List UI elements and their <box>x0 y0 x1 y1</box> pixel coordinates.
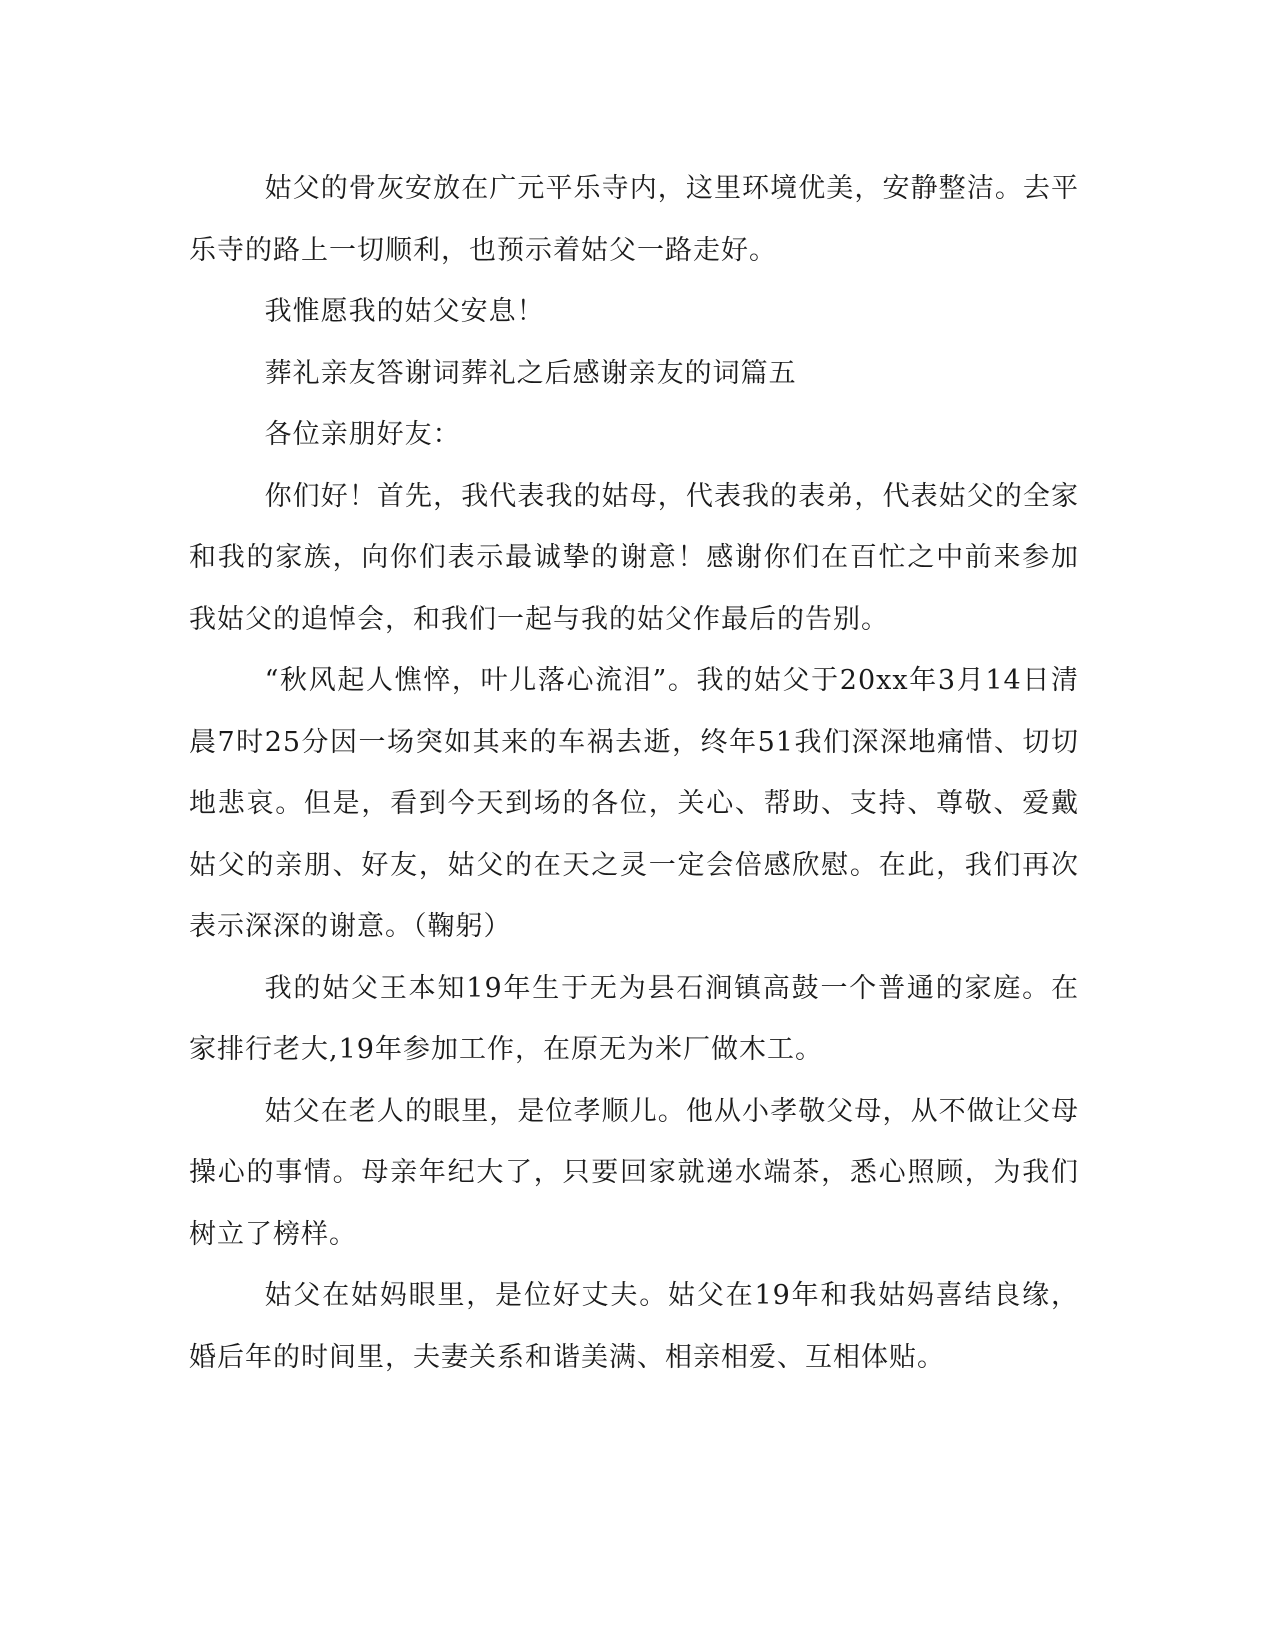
paragraph-good-husband: 姑父在姑妈眼里，是位好丈夫。姑父在19年和我姑妈喜结良缘，婚后年的时间里，夫妻关系和谐美满、相亲相爱、互相体贴。 <box>189 1280 1079 1373</box>
salutation: 各位亲朋好友： <box>264 419 461 450</box>
paragraph-rest-in-peace: 我惟愿我的姑父安息！ <box>264 296 545 327</box>
document-body <box>189 158 1079 1388</box>
paragraph-mourning: “秋风起人憔悴，叶儿落心流泪”。我的姑父于20xx年3月14日清晨7时25分因一场突如其来的车祸去逝，终年51我们深深地痛惜、切切地悲哀。但是，看到今天到场的各位，关心、帮助、支持、尊敬、爱戴姑父的亲朋、好友，姑父的在天之灵一定会倍感欣慰。在此，我们再次表示深深的谢意。（鞠躬） <box>189 665 1079 942</box>
paragraph-biography: 我的姑父王本知19年生于无为县石涧镇高鼓一个普通的家庭。在家排行老大,19年参加工作，在原无为米厂做木工。 <box>189 972 1079 1065</box>
paragraph-thanks: 你们好！首先，我代表我的姑母，代表我的表弟，代表姑父的全家和我的家族，向你们表示最诚挚的谢意！感谢你们在百忙之中前来参加我姑父的追悼会，和我们一起与我的姑父作最后的告别。 <box>189 480 1079 635</box>
paragraph-filial-son: 姑父在老人的眼里，是位孝顺儿。他从小孝敬父母，从不做让父母操心的事情。母亲年纪大了，只要回家就递水端茶，悉心照顾，为我们树立了榜样。 <box>189 1095 1079 1250</box>
paragraph-ashes: 姑父的骨灰安放在广元平乐寺内，这里环境优美，安静整洁。去平乐寺的路上一切顺利，也预示着姑父一路走好。 <box>189 173 1079 266</box>
section-heading: 葬礼亲友答谢词葬礼之后感谢亲友的词篇五 <box>264 357 797 389</box>
